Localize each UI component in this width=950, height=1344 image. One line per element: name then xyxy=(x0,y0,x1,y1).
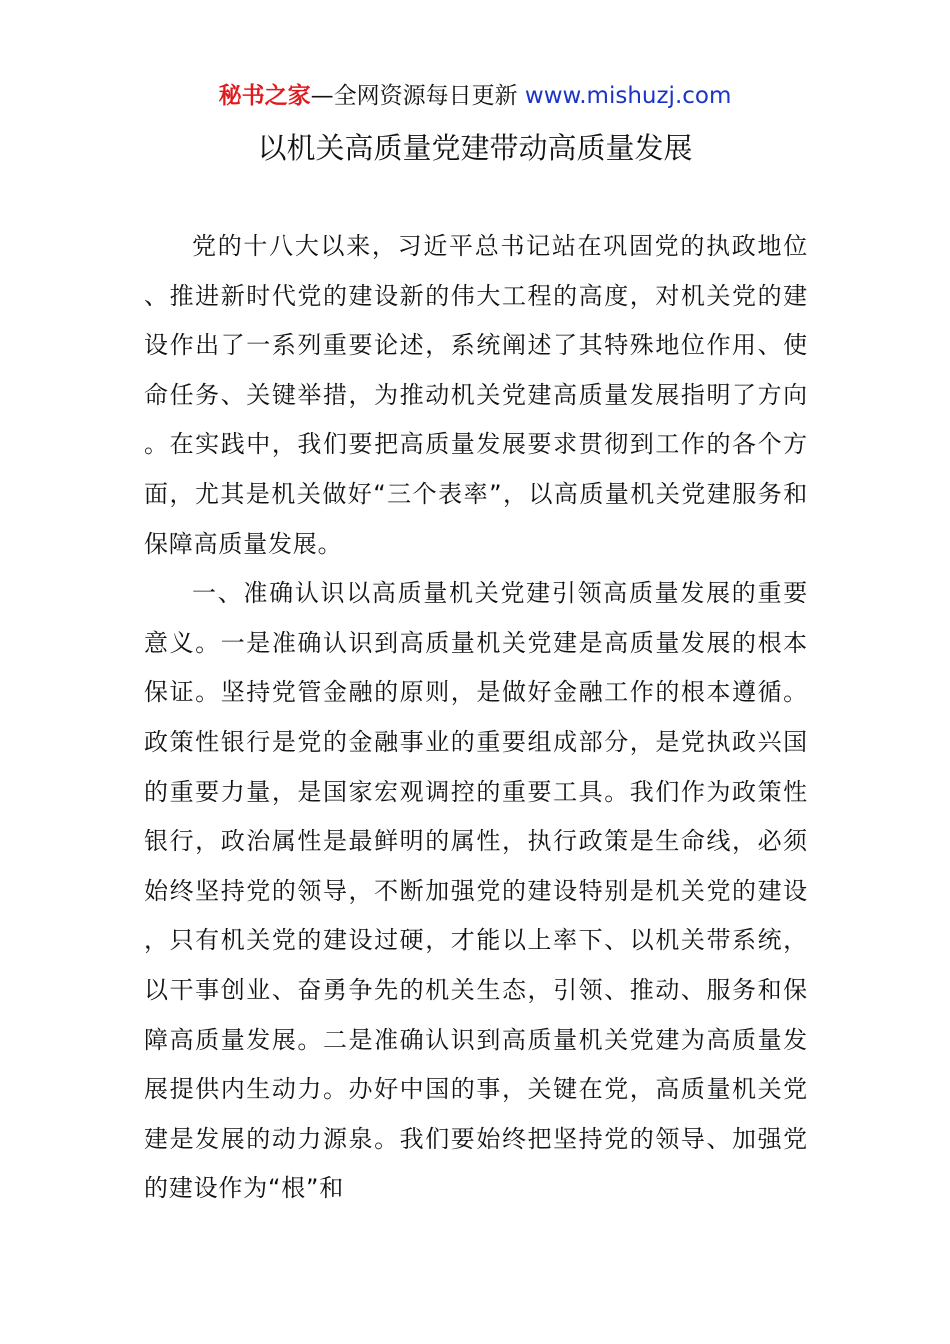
document-title: 以机关高质量党建带动高质量发展 xyxy=(257,131,693,165)
site-header xyxy=(0,80,950,112)
paragraph-intro: 党的十八大以来，习近平总书记站在巩固党的执政地位、推进新时代党的建设新的伟大工程的高度，对机关党的建设作出了一系列重要论述，系统阐述了其特殊地位作用、使命任务、关键举措，为推动机关党建高质量发展指明了方向。在实践中，我们要把高质量发展要求贯彻到工作的各个方面，尤其是机关做好“三个表率”，以高质量机关党建服务和保障高质量发展。 xyxy=(144,232,808,558)
site-url-link[interactable]: www.mishuzj.com xyxy=(524,83,732,109)
document-body xyxy=(144,222,808,1214)
brand-name: 秘书之家 xyxy=(218,83,311,109)
paragraph-section-one: 一、准确认识以高质量机关党建引领高质量发展的重要意义。一是准确认识到高质量机关党建是高质量发展的根本保证。坚持党管金融的原则，是做好金融工作的根本遵循。政策性银行是党的金融事业的重要组成部分，是党执政兴国的重要力量，是国家宏观调控的重要工具。我们作为政策性银行，政治属性是最鲜明的属性，执行政策是生命线，必须始终坚持党的领导，不断加强党的建设特别是机关党的建设，只有机关党的建设过硬，才能以上率下、以机关带系统，以干事创业、奋勇争先的机关生态，引领、推动、服务和保障高质量发展。二是准确认识到高质量机关党建为高质量发展提供内生动力。办好中国的事，关键在党，高质量机关党建是发展的动力源泉。我们要始终把坚持党的领导、加强党的建设作为“根”和 xyxy=(144,579,808,1203)
header-tagline: —全网资源每日更新 xyxy=(310,83,525,109)
